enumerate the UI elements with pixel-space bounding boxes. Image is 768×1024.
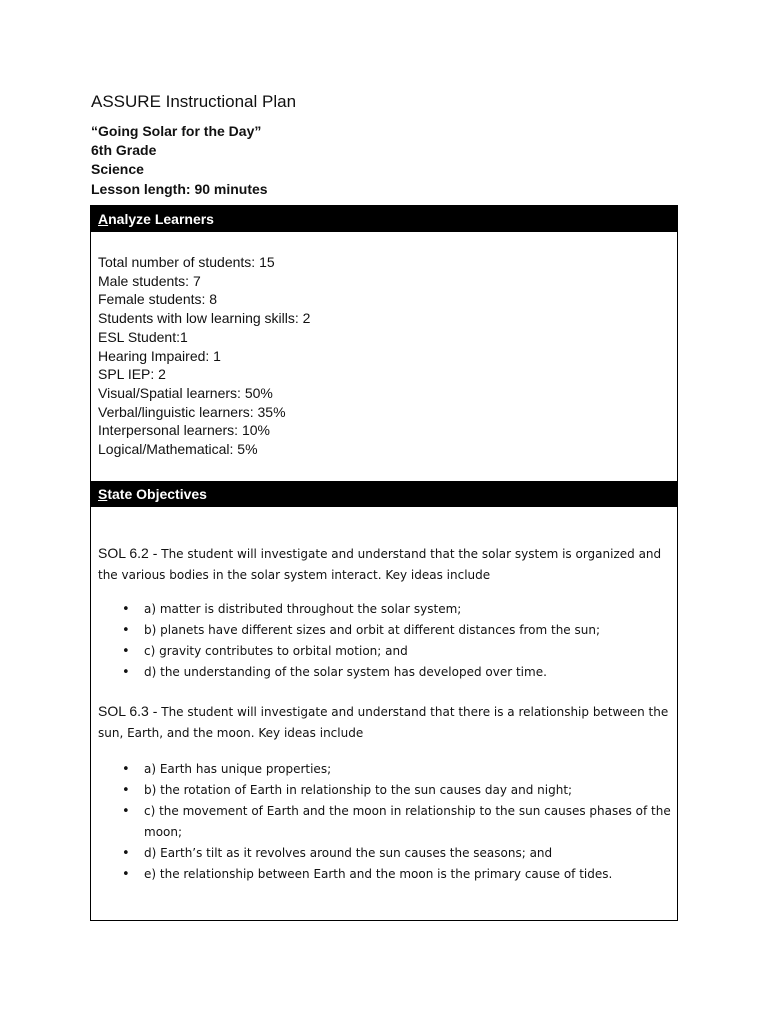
- learner-item: ESL Student:1: [98, 328, 188, 345]
- bullet-glyph: •: [122, 623, 130, 638]
- learner-item: Students with low learning skills: 2: [98, 310, 311, 327]
- learner-item: Verbal/linguistic learners: 35%: [98, 403, 286, 420]
- learner-item: Interpersonal learners: 10%: [98, 422, 270, 439]
- plan-table: [90, 205, 678, 921]
- learner-item: Visual/Spatial learners: 50%: [98, 384, 273, 401]
- learner-list: [98, 253, 310, 459]
- header-initial: A: [98, 211, 109, 227]
- list-item-text: b) the rotation of Earth in relationship to the sun causes day and night;: [144, 783, 573, 797]
- list-item-text: d) Earth’s tilt as it revolves around the sun causes the seasons; and: [144, 846, 553, 860]
- list-item: [98, 759, 671, 780]
- header-rest: nalyze Learners: [108, 211, 214, 227]
- sol-code: SOL 6.3 -: [98, 703, 158, 719]
- list-item: [98, 843, 671, 864]
- sol-6-3: [98, 701, 671, 885]
- list-item: [98, 780, 671, 801]
- learner-item: Male students: 7: [98, 272, 201, 289]
- bullet-glyph: •: [122, 783, 130, 798]
- bullet-glyph: •: [122, 867, 130, 882]
- list-item: [98, 801, 671, 843]
- list-item: [98, 864, 671, 885]
- bullet-glyph: •: [122, 762, 130, 777]
- sol-6-3-statement: [98, 701, 671, 744]
- lesson-title: “Going Solar for the Day”: [91, 123, 262, 139]
- sol-6-2-statement: [98, 543, 671, 586]
- learner-item: SPL IEP: 2: [98, 366, 166, 383]
- subject: Science: [91, 161, 144, 178]
- sol-6-2: [98, 543, 671, 683]
- sol-6-2-list: [98, 599, 671, 683]
- sol-text: The student will investigate and understand that there is a relationship between the sun, Earth, and the moon. Key ideas include: [98, 705, 669, 740]
- list-item-text: b) planets have different sizes and orbit at different distances from the sun;: [144, 623, 601, 637]
- list-item-text: c) gravity contributes to orbital motion; and: [144, 644, 408, 658]
- sol-text: The student will investigate and understand that the solar system is organized and the various bodies in the solar system interact. Key ideas include: [98, 547, 662, 582]
- list-item-text: e) the relationship between Earth and the moon is the primary cause of tides.: [144, 867, 613, 881]
- analyze-learners-header: [91, 206, 677, 232]
- list-item: [98, 641, 671, 662]
- lesson-length: Lesson length: 90 minutes: [91, 180, 268, 197]
- learner-item: Hearing Impaired: 1: [98, 347, 221, 364]
- bullet-glyph: •: [122, 602, 130, 617]
- list-item: [98, 599, 671, 620]
- learner-item: Female students: 8: [98, 291, 218, 308]
- header-initial: S: [98, 486, 108, 502]
- bullet-glyph: •: [122, 846, 130, 861]
- list-item: [98, 620, 671, 641]
- learner-item: Total number of students: 15: [98, 254, 275, 270]
- bullet-glyph: •: [122, 644, 130, 659]
- sol-6-3-list: [98, 759, 671, 885]
- header-rest: tate Objectives: [107, 486, 207, 502]
- bullet-glyph: •: [122, 804, 130, 819]
- list-item: [98, 662, 671, 683]
- learner-item: Logical/Mathematical: 5%: [98, 441, 258, 458]
- state-objectives-header: [91, 481, 677, 507]
- document-title: ASSURE Instructional Plan: [91, 92, 297, 111]
- sol-code: SOL 6.2 -: [98, 545, 158, 561]
- grade-level: 6th Grade: [91, 142, 157, 159]
- bullet-glyph: •: [122, 665, 130, 680]
- list-item-text: c) the movement of Earth and the moon in relationship to the sun causes phases of the moon;: [144, 804, 671, 839]
- list-item-text: a) Earth has unique properties;: [144, 762, 332, 776]
- list-item-text: d) the understanding of the solar system has developed over time.: [144, 665, 547, 679]
- lesson-info: [91, 122, 268, 199]
- list-item-text: a) matter is distributed throughout the solar system;: [144, 602, 462, 616]
